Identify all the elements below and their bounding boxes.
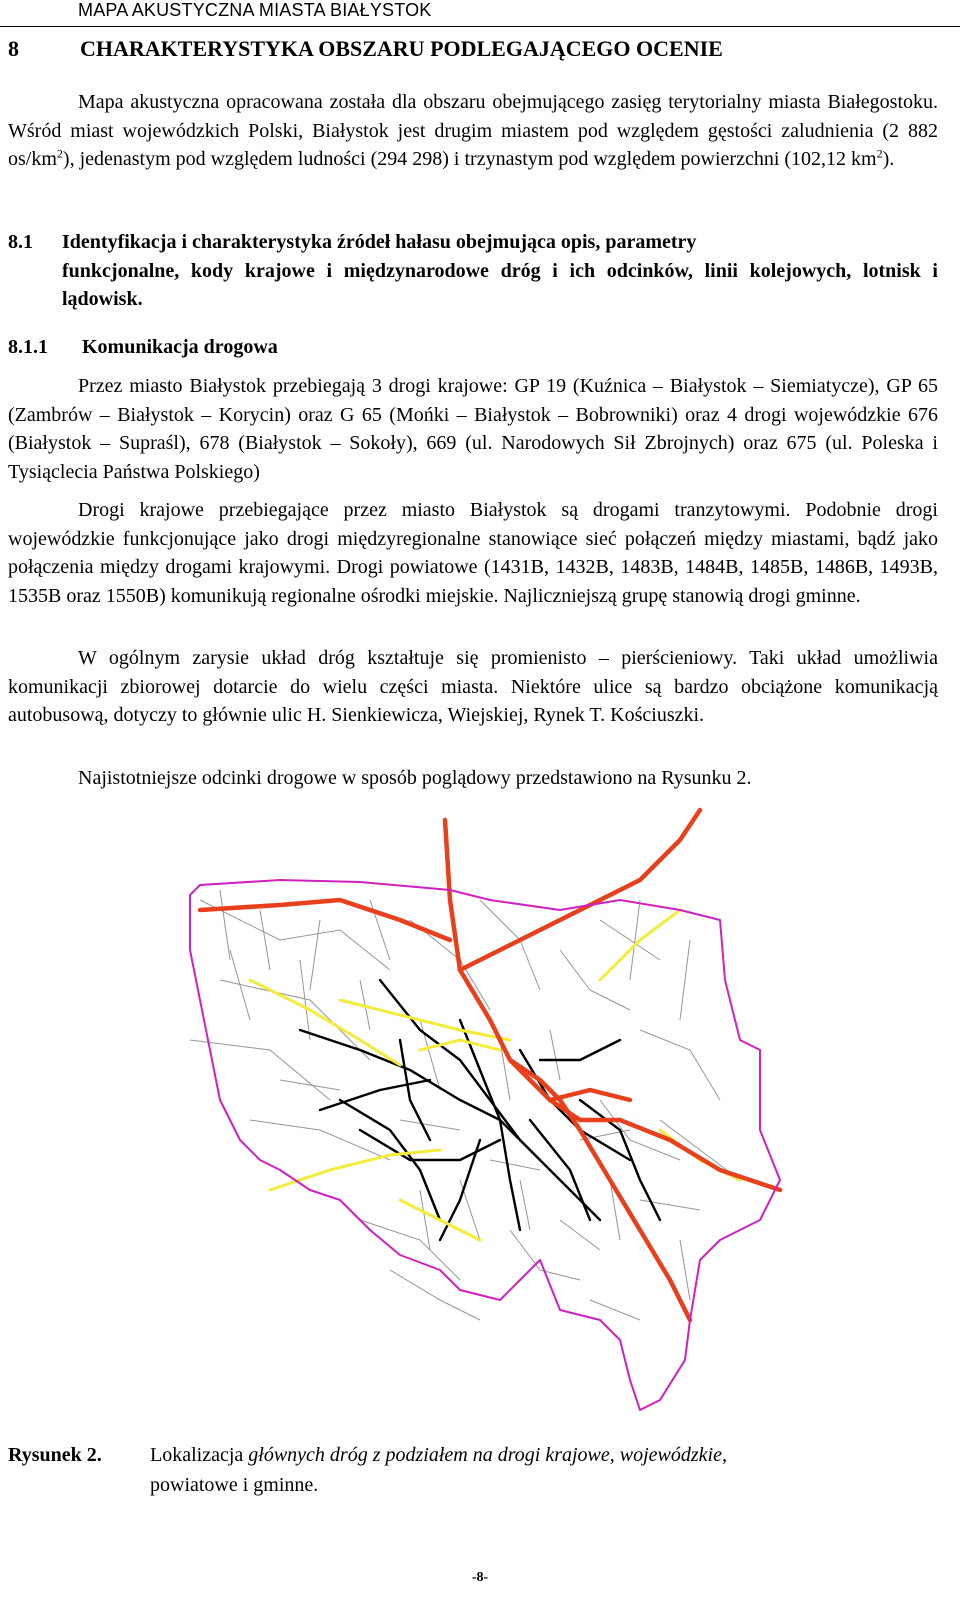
subsubsection-number: 8.1.1	[8, 336, 48, 358]
header-title: MAPA AKUSTYCZNA MIASTA BIAŁYSTOK	[78, 0, 432, 20]
intro-sup2: 2	[876, 146, 883, 161]
caption-line2: powiatowe i gminne.	[150, 1474, 319, 1496]
section-title: CHARAKTERYSTYKA OBSZARU PODLEGAJĄCEGO OCENIE	[80, 36, 723, 61]
local-roads	[300, 980, 660, 1240]
subsection-number: 8.1	[8, 231, 33, 253]
subsection-heading	[8, 228, 938, 314]
intro-part3: ).	[882, 148, 895, 170]
subsection-title-line1: Identyfikacja i charakterystyka źródeł hałasu obejmująca opis, parametry	[62, 231, 697, 253]
paragraph-roads: Przez miasto Białystok przebiegają 3 drogi krajowe: GP 19 (Kuźnica – Białystok – Siemiatycze), GP 65 (Zambrów – Białystok – Korycin) oraz G 65 (Mońki – Białystok – Bobrowniki) oraz 4 drogi wojewódzkie 676 (Białystok – Supraśl), 678 (Białystok – Sokoły), 669 (ul. Narodowych Sił Zbrojnych) oraz 675 (ul. Poleska i Tysiąclecia Państwa Polskiego)	[8, 375, 938, 483]
section-number: 8	[8, 36, 19, 61]
paragraph-figure-ref: Najistotniejsze odcinki drogowe w sposób poglądowy przedstawiono na Rysunku 2.	[78, 767, 752, 789]
paragraph-layout: W ogólnym zarysie układ dróg kształtuje się promienisto – pierścieniowy. Taki układ umożliwia komunikacji zbiorowej dotarcie do wielu części miasta. Niektóre ulice są bardzo obciążone komunikacją autobusową, dotyczy to głównie ulic H. Sienkiewicza, Wiejskiej, Rynek T. Kościuszki.	[8, 647, 938, 726]
subsubsection-title: Komunikacja drogowa	[82, 336, 278, 358]
section-heading	[8, 36, 948, 62]
intro-sup1: 2	[56, 146, 63, 161]
national-roads	[200, 810, 780, 1320]
road-map	[160, 800, 800, 1430]
intro-paragraph	[8, 88, 938, 174]
page-number: -8-	[471, 1570, 489, 1585]
subsubsection-heading	[8, 336, 278, 359]
figure-label: Rysunek 2.	[8, 1444, 102, 1466]
paragraph-transit: Drogi krajowe przebiegające przez miasto Białystok są drogami tranzytowymi. Podobnie drogi wojewódzkie funkcjonujące jako drogi międzyregionalne stanowiące sieć połączeń między miastami, bądź jako połączenia między drogami krajowymi. Drogi powiatowe (1431B, 1432B, 1483B, 1484B, 1485B, 1486B, 1493B, 1535B oraz 1550B) komunikują regionalne ośrodki miejskie. Najliczniejszą grupę stanowią drogi gminne.	[8, 499, 938, 607]
caption-italic: głównych dróg z podziałem na drogi krajowe, wojewódzkie,	[248, 1444, 727, 1466]
voivodeship-roads	[250, 910, 740, 1240]
page-header	[0, 0, 960, 27]
caption-plain: Lokalizacja	[150, 1444, 249, 1466]
subsection-title-rest: funkcjonalne, kody krajowe i międzynarodowe dróg i ich odcinków, linii kolejowych, lotnisk i lądowisk.	[62, 259, 938, 310]
intro-part1: Mapa akustyczna opracowana została dla obszaru obejmującego zasięg terytorialny miasta Białegostoku. Wśród miast wojewódzkich Polski, Białystok jest drugim miastem pod względem gęstości zaludnienia (2 882 os/km	[8, 91, 938, 170]
intro-part2: ), jedenastym pod względem ludności (294 298) i trzynastym pod względem powierzchni (102,12 km	[62, 148, 877, 170]
figure-caption-text	[150, 1440, 940, 1500]
